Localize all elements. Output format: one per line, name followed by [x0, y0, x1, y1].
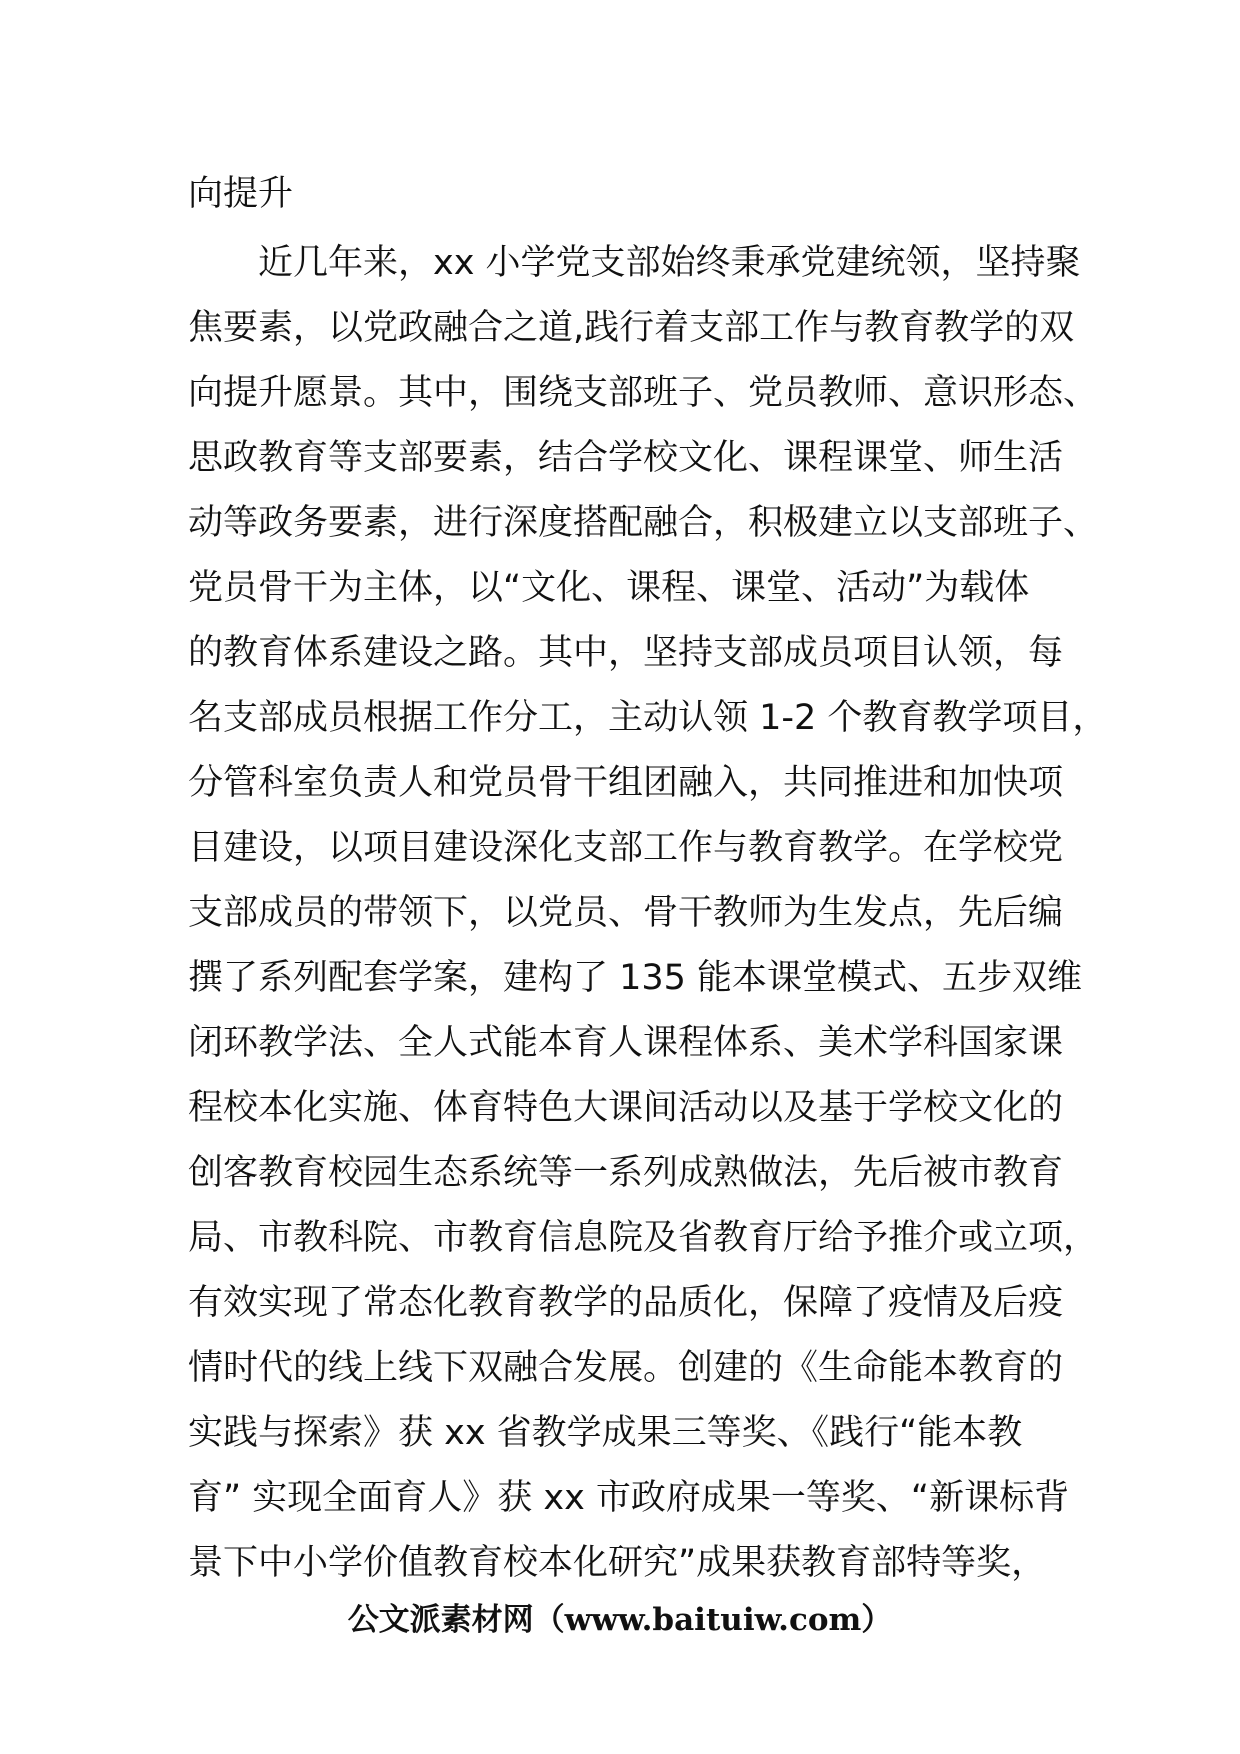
paragraph-line: 目建设，以项目建设深化支部工作与教育教学。在学校党 [188, 828, 1064, 868]
paragraph-line: 实践与探索》获 xx 省教学成果三等奖、《践行“能本教 [188, 1413, 1023, 1453]
paragraph-line: 动等政务要素，进行深度搭配融合，积极建立以支部班子、 [188, 503, 1099, 543]
paragraph-line: 创客教育校园生态系统等一系列成熟做法，先后被市教育 [188, 1153, 1064, 1193]
paragraph-line: 近几年来，xx 小学党支部始终秉承党建统领，坚持聚 [258, 243, 1081, 283]
heading-tail: 向提升 [188, 174, 294, 214]
paragraph-line: 景下中小学价值教育校本化研究”成果获教育部特等奖， [188, 1543, 1047, 1583]
paragraph-line: 分管科室负责人和党员骨干组团融入，共同推进和加快项 [188, 763, 1064, 803]
paragraph-line: 有效实现了常态化教育教学的品质化，保障了疫情及后疫 [188, 1283, 1064, 1323]
paragraph-line: 撰了系列配套学案，建构了 135 能本课堂模式、五步双维 [188, 958, 1083, 998]
paragraph-line: 思政教育等支部要素，结合学校文化、课程课堂、师生活 [188, 438, 1064, 478]
paragraph-line: 情时代的线上线下双融合发展。创建的《生命能本教育的 [188, 1348, 1064, 1388]
paragraph-line: 名支部成员根据工作分工，主动认领 1-2 个教育教学项目， [188, 698, 1108, 738]
paragraph-line: 党员骨干为主体，以“文化、课程、课堂、活动”为载体 [188, 568, 1030, 608]
footer-source-text: 公文派素材网（www.baituiw.com） [347, 1602, 893, 1638]
paragraph-line: 焦要素，以党政融合之道,践行着支部工作与教育教学的双 [188, 308, 1075, 348]
paragraph-line: 程校本化实施、体育特色大课间活动以及基于学校文化的 [188, 1088, 1064, 1128]
paragraph-line: 育” 实现全面育人》获 xx 市政府成果一等奖、“新课标背 [188, 1478, 1070, 1518]
paragraph-line: 向提升愿景。其中，围绕支部班子、党员教师、意识形态、 [188, 373, 1099, 413]
body-paragraph [188, 231, 1108, 1596]
paragraph-line: 闭环教学法、全人式能本育人课程体系、美术学科国家课 [188, 1023, 1064, 1063]
paragraph-line: 的教育体系建设之路。其中，坚持支部成员项目认领，每 [188, 633, 1064, 673]
paragraph-line: 局、市教科院、市教育信息院及省教育厅给予推介或立项， [188, 1218, 1099, 1258]
paragraph-line: 支部成员的带领下，以党员、骨干教师为生发点，先后编 [188, 893, 1064, 933]
